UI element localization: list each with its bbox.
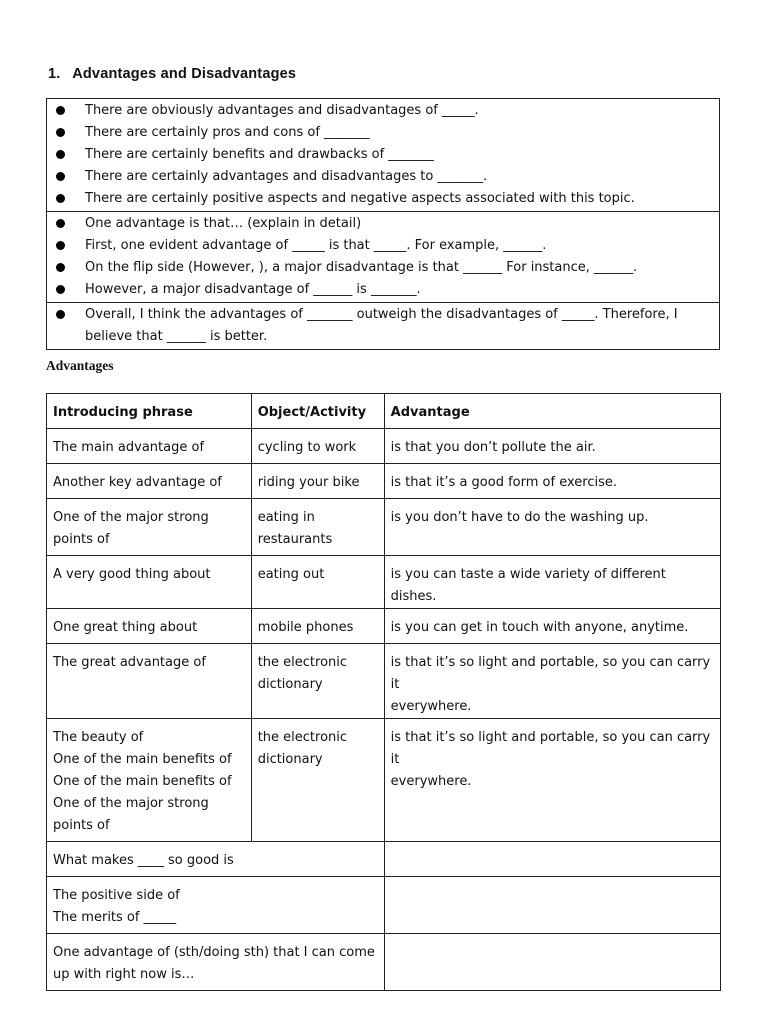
table-row xyxy=(47,429,721,464)
cell-line: is that it’s so light and portable, so you can carry it xyxy=(390,655,711,692)
empty-advantage-cell[interactable] xyxy=(384,842,720,877)
advantage-cell xyxy=(384,644,720,719)
cell-line: riding your bike xyxy=(257,475,360,490)
cell-line: the electronic xyxy=(257,655,348,670)
phrase-cell xyxy=(47,429,252,464)
cell-line: is you can get in touch with anyone, anytime. xyxy=(390,620,689,635)
bullet-item xyxy=(47,144,719,166)
phrase-cell xyxy=(47,644,252,719)
object-cell xyxy=(251,429,384,464)
object-cell xyxy=(251,556,384,609)
phrase-cell xyxy=(47,719,252,842)
bullet-icon xyxy=(56,263,65,272)
bullet-icon xyxy=(56,128,65,137)
cell-line: One great thing about xyxy=(53,620,198,635)
bullet-item xyxy=(47,100,719,122)
bullet-icon xyxy=(56,285,65,294)
advantage-cell xyxy=(384,556,720,609)
table-row xyxy=(47,644,721,719)
object-cell xyxy=(251,464,384,499)
cell-line: restaurants xyxy=(257,532,333,547)
phrase-box xyxy=(46,98,720,350)
table-header-row xyxy=(47,394,721,429)
cell-line: One of the main benefits of xyxy=(53,774,232,789)
bullet-text: On the flip side (However, ), a major disadvantage is that ______ For instance, ______. xyxy=(85,260,638,275)
cell-line: A very good thing about xyxy=(53,567,211,582)
section-title-text: Advantages and Disadvantages xyxy=(72,66,297,82)
column-header: Advantage xyxy=(384,394,720,429)
cell-line: is you don’t have to do the washing up. xyxy=(390,510,649,525)
bullet-text: Overall, I think the advantages of _______ outweigh the disadvantages of _____. Therefore, I believe that ______ is better. xyxy=(85,307,678,344)
section-number: 1. xyxy=(48,66,61,82)
cell-line: is that it’s a good form of exercise. xyxy=(390,475,617,490)
bullet-icon xyxy=(56,150,65,159)
bullet-text: First, one evident advantage of _____ is that _____. For example, ______. xyxy=(85,238,547,253)
bullet-text: There are obviously advantages and disadvantages of _____. xyxy=(85,103,479,118)
object-cell xyxy=(251,644,384,719)
bullet-icon xyxy=(56,219,65,228)
phrase-cell xyxy=(47,556,252,609)
table-row xyxy=(47,842,721,877)
cell-line: is you can taste a wide variety of different dishes. xyxy=(390,567,666,604)
bullet-text: However, a major disadvantage of ______ is _______. xyxy=(85,282,421,297)
bullet-icon xyxy=(56,241,65,250)
bullet-text: There are certainly benefits and drawbacks of _______ xyxy=(85,147,434,162)
cell-line: One of the major strong xyxy=(53,796,209,811)
table-row xyxy=(47,499,721,556)
bullet-text: There are certainly advantages and disadvantages to _______. xyxy=(85,169,488,184)
cell-line: points of xyxy=(53,532,110,547)
bullet-icon xyxy=(56,106,65,115)
column-header: Object/Activity xyxy=(251,394,384,429)
cell-line: is that it’s so light and portable, so you can carry it xyxy=(390,730,711,767)
cell-line: One of the main benefits of xyxy=(53,752,232,767)
cell-line: One of the major strong xyxy=(53,510,209,525)
table-row xyxy=(47,877,721,934)
advantages-heading: Advantages xyxy=(46,358,114,373)
cell-line: mobile phones xyxy=(257,620,354,635)
table-row xyxy=(47,464,721,499)
table-row xyxy=(47,934,721,991)
bullet-item xyxy=(47,213,719,235)
phrase-cell xyxy=(47,877,385,934)
object-cell xyxy=(251,499,384,556)
cell-line: The main advantage of xyxy=(53,440,205,455)
table-row xyxy=(47,719,721,842)
phrase-cell xyxy=(47,934,385,991)
cell-line: The merits of _____ xyxy=(53,910,177,925)
cell-line: everywhere. xyxy=(390,774,472,789)
empty-advantage-cell[interactable] xyxy=(384,877,720,934)
phrase-cell xyxy=(47,609,252,644)
bullet-item xyxy=(47,166,719,188)
advantage-cell xyxy=(384,609,720,644)
phrase-cell xyxy=(47,464,252,499)
cell-line: The positive side of xyxy=(53,888,180,903)
bullet-icon xyxy=(56,172,65,181)
table-row xyxy=(47,609,721,644)
phrase-group xyxy=(47,99,719,211)
cell-line: eating out xyxy=(257,567,325,582)
cell-line: One advantage of (sth/doing sth) that I can come xyxy=(53,945,375,960)
advantage-cell xyxy=(384,719,720,842)
cell-line: the electronic xyxy=(257,730,348,745)
bullet-text: There are certainly pros and cons of _______ xyxy=(85,125,370,140)
phrase-cell xyxy=(47,499,252,556)
table-row xyxy=(47,556,721,609)
column-header: Introducing phrase xyxy=(47,394,252,429)
cell-line: eating in xyxy=(257,510,315,525)
bullet-item xyxy=(47,257,719,279)
cell-line: dictionary xyxy=(257,752,323,767)
bullet-text: There are certainly positive aspects and negative aspects associated with this topic. xyxy=(85,191,635,206)
bullet-item xyxy=(47,122,719,144)
cell-line: everywhere. xyxy=(390,699,472,714)
phrase-group xyxy=(47,211,719,302)
section-title xyxy=(48,66,296,82)
bullet-text: One advantage is that… (explain in detail) xyxy=(85,216,362,231)
phrase-group xyxy=(47,302,719,349)
bullet-item xyxy=(47,304,719,348)
phrase-cell xyxy=(47,842,385,877)
bullet-item xyxy=(47,188,719,210)
cell-line: dictionary xyxy=(257,677,323,692)
cell-line: The beauty of xyxy=(53,730,144,745)
bullet-item xyxy=(47,279,719,301)
advantages-table xyxy=(46,393,721,991)
cell-line: points of xyxy=(53,818,110,833)
object-cell xyxy=(251,719,384,842)
object-cell xyxy=(251,609,384,644)
advantage-cell xyxy=(384,499,720,556)
advantage-cell xyxy=(384,429,720,464)
empty-advantage-cell[interactable] xyxy=(384,934,720,991)
cell-line: Another key advantage of xyxy=(53,475,222,490)
cell-line: cycling to work xyxy=(257,440,357,455)
cell-line: The great advantage of xyxy=(53,655,206,670)
advantage-cell xyxy=(384,464,720,499)
bullet-item xyxy=(47,235,719,257)
cell-line: up with right now is… xyxy=(53,967,195,982)
bullet-icon xyxy=(56,194,65,203)
cell-line: What makes ____ so good is xyxy=(53,853,234,868)
cell-line: is that you don’t pollute the air. xyxy=(390,440,596,455)
bullet-icon xyxy=(56,310,65,319)
